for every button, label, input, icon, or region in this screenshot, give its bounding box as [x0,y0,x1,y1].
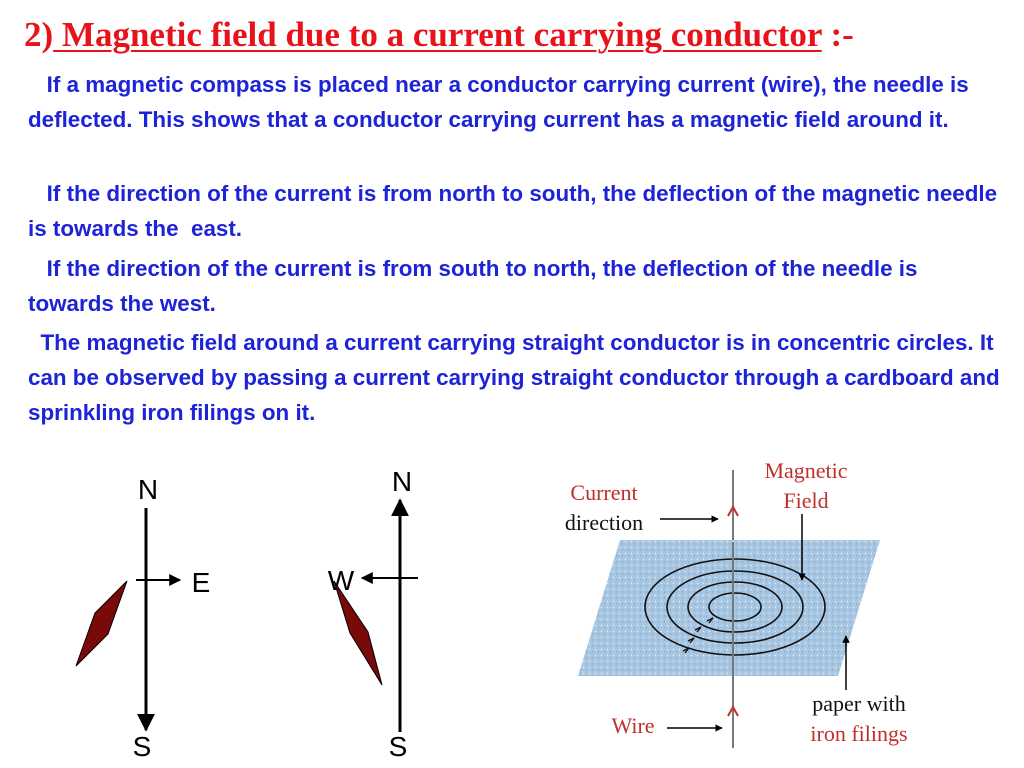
compass-needle-icon [76,581,127,666]
paragraph-north-to-south: If the direction of the current is from north to south, the deflection of the magnetic needle is towards the east. [28,181,1004,241]
compass-right [328,466,418,762]
iron-filings-label: iron filings [810,721,908,746]
title-number: 2) [24,15,54,54]
wire-label: Wire [611,713,655,738]
west-label: W [327,565,355,596]
title-text: Magnetic field due to a current carrying conductor [53,15,822,54]
paragraph-south-to-north: If the direction of the current is from south to north, the deflection of the needle is towards the west. [28,256,924,316]
title-suffix: :- [821,15,854,54]
current-label: Current [570,480,638,505]
east-label: E [191,567,211,598]
north-label: N [391,466,413,497]
compass-needle-icon [334,581,382,685]
direction-label: direction [564,510,644,535]
magnetic-label: Magnetic [764,458,848,483]
field-label: Field [783,488,829,513]
paragraph-compass-deflection: If a magnetic compass is placed near a conductor carrying current (wire), the needle is deflected. This shows that a conductor carrying current has a magnetic field around it. [28,72,975,132]
south-label: S [388,731,408,762]
compass-left [76,474,210,762]
north-label: N [137,474,159,505]
south-label: S [132,731,152,762]
iron-filings-diagram [565,458,908,748]
paper-with-label: paper with [812,691,906,716]
paragraph-concentric-circles: The magnetic field around a current carrying straight conductor is in concentric circles. It can be observed by passing a current carrying straight conductor through a cardboard and sprinkling iron filings on it. [28,330,1006,425]
